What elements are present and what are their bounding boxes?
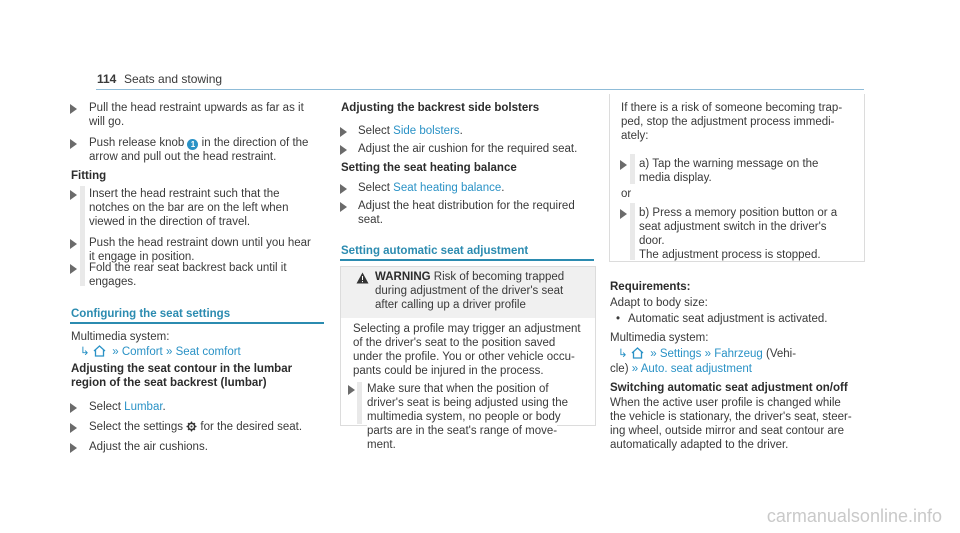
- path-arrow-icon: ↳: [80, 346, 90, 358]
- step-text: Select Side bolsters.: [358, 125, 463, 137]
- bolsters-heading: Adjusting the backrest side bolsters: [341, 102, 540, 114]
- step-group-bar: [357, 382, 362, 424]
- requirements-heading: Requirements:: [610, 281, 691, 293]
- step-arrow-icon: [70, 139, 77, 149]
- auto-adjust-heading: Setting automatic seat adjustment: [341, 245, 529, 257]
- heating-heading: Setting the seat heating balance: [341, 162, 517, 174]
- bullet-dot: •: [616, 313, 621, 325]
- warning-word: WARNING: [375, 271, 431, 283]
- requirement-item: Automatic seat adjustment is activated.: [628, 313, 828, 325]
- multimedia-label: Multimedia system:: [610, 332, 709, 344]
- step-text: Push the head restraint down until you hear: [89, 237, 311, 249]
- warning-body: Selecting a profile may trigger an adjustment: [353, 323, 581, 335]
- info-step: a) Tap the warning message on the: [639, 158, 819, 170]
- info-step: b) Press a memory position button or a: [639, 207, 838, 219]
- step-arrow-icon: [70, 264, 77, 274]
- path-arrow-icon: ↳: [618, 348, 628, 360]
- step-group-bar: [630, 154, 635, 184]
- step-text: Insert the head restraint such that the: [89, 188, 280, 200]
- menu-path: [610, 362, 752, 376]
- adapt-label: Adapt to body size:: [610, 297, 708, 309]
- path-fahrzeug[interactable]: Fahrzeug: [714, 348, 763, 360]
- step-text: arrow and pull out the head restraint.: [89, 151, 277, 163]
- home-icon: [631, 347, 644, 363]
- path-chevron-icon: »: [631, 363, 639, 375]
- path-seat-comfort[interactable]: Seat comfort: [175, 346, 241, 358]
- path-settings[interactable]: Settings: [659, 348, 702, 360]
- switch-body: automatically adapted to the driver.: [610, 439, 789, 451]
- path-chevron-icon: »: [704, 348, 712, 360]
- header-rule: [96, 89, 864, 90]
- knob-1-icon: 1: [187, 139, 198, 150]
- section-rule: [70, 322, 324, 324]
- step-arrow-icon: [70, 190, 77, 200]
- switch-body: the vehicle is stationary, the driver's seat, steer-: [610, 411, 852, 423]
- step-text: Adjust the heat distribution for the required: [358, 200, 575, 212]
- menu-path: [618, 347, 796, 363]
- path-suffix: (Vehi-: [766, 348, 797, 360]
- step-arrow-icon: [70, 239, 77, 249]
- multimedia-label: Multimedia system:: [71, 331, 170, 343]
- step-group-bar: [80, 186, 85, 286]
- step-text: will go.: [89, 116, 125, 128]
- step-arrow-icon: [340, 127, 347, 137]
- switch-heading: Switching automatic seat adjustment on/off: [610, 382, 848, 394]
- step-arrow-icon: [340, 202, 347, 212]
- lumbar-heading: region of the seat backrest (lumbar): [71, 377, 267, 389]
- warning-step: ment.: [367, 439, 396, 451]
- lumbar-link[interactable]: Lumbar: [124, 401, 163, 413]
- step-text: Select Seat heating balance.: [358, 182, 505, 194]
- menu-path: [80, 345, 241, 361]
- switch-body: When the active user profile is changed while: [610, 397, 841, 409]
- info-step: seat adjustment switch in the driver's: [639, 221, 827, 233]
- or-text: or: [621, 188, 632, 200]
- step-text: Adjust the air cushion for the required seat.: [358, 143, 578, 155]
- warning-text: after calling up a driver profile: [375, 299, 526, 311]
- step-arrow-icon: [70, 104, 77, 114]
- watermark: carmanualsonline.info: [766, 506, 942, 526]
- switch-body: ing wheel, outside mirror and seat contour are: [610, 425, 844, 437]
- warning-body: pants could be injured in the process.: [353, 365, 544, 377]
- lumbar-heading: Adjusting the seat contour in the lumbar: [71, 363, 293, 375]
- seat-heating-balance-link[interactable]: Seat heating balance: [393, 182, 502, 194]
- step-arrow-icon: [340, 184, 347, 194]
- step-text: Adjust the air cushions.: [89, 441, 208, 453]
- config-heading: Configuring the seat settings: [71, 308, 231, 320]
- path-comfort[interactable]: Comfort: [121, 346, 163, 358]
- step-text: Pull the head restraint upwards as far as it: [89, 102, 304, 114]
- step-arrow-icon: [620, 209, 627, 219]
- info-text: If there is a risk of someone becoming trap-: [621, 102, 843, 114]
- warning-step: parts are in the seat's range of move-: [367, 425, 558, 437]
- info-step: media display.: [639, 172, 712, 184]
- home-icon: [93, 345, 106, 361]
- step-text: Fold the rear seat backrest back until it: [89, 262, 287, 274]
- info-text: ped, stop the adjustment process immedi-: [621, 116, 835, 128]
- step-group-bar: [630, 203, 635, 260]
- step-text: Select Lumbar.: [89, 401, 166, 413]
- step-arrow-icon: [340, 145, 347, 155]
- path-chevron-icon: »: [647, 348, 657, 360]
- section-rule: [340, 259, 594, 261]
- path-auto-seat-adjustment[interactable]: Auto. seat adjustment: [640, 363, 752, 375]
- step-arrow-icon: [70, 403, 77, 413]
- warning-text: WARNING Risk of becoming trapped: [375, 271, 565, 283]
- warning-body: under the profile. You or other vehicle occu-: [353, 351, 575, 363]
- info-step: The adjustment process is stopped.: [639, 249, 821, 261]
- step-arrow-icon: [70, 423, 77, 433]
- fitting-heading: Fitting: [71, 170, 107, 182]
- step-text: Push release knob 1 in the direction of the: [89, 137, 309, 149]
- step-arrow-icon: [348, 385, 355, 395]
- step-text: notches on the bar are on the left when: [89, 202, 289, 214]
- side-bolsters-link[interactable]: Side bolsters: [393, 125, 460, 137]
- info-text: ately:: [621, 130, 649, 142]
- warning-step: Make sure that when the position of: [367, 383, 549, 395]
- step-arrow-icon: [620, 160, 627, 170]
- path-prefix: cle): [610, 363, 629, 375]
- step-arrow-icon: [70, 443, 77, 453]
- step-text: Select the settings for the desired seat.: [89, 421, 303, 433]
- step-text: engages.: [89, 276, 137, 288]
- section-title: Seats and stowing: [124, 72, 223, 86]
- step-text: viewed in the direction of travel.: [89, 216, 251, 228]
- path-chevron-icon: »: [165, 346, 173, 358]
- warning-text: during adjustment of the driver's seat: [375, 285, 564, 297]
- warning-step: driver's seat is being adjusted using the: [367, 397, 569, 409]
- info-step: door.: [639, 235, 665, 247]
- step-text: seat.: [358, 214, 383, 226]
- page-number: 114: [97, 72, 117, 86]
- warning-step: multimedia system, no people or body: [367, 411, 561, 423]
- step-text: it engage in position.: [89, 251, 195, 263]
- path-chevron-icon: »: [109, 346, 119, 358]
- warning-body: of the driver's seat to the position saved: [353, 337, 556, 349]
- gear-icon: [186, 421, 197, 432]
- warning-triangle-icon: [356, 271, 369, 289]
